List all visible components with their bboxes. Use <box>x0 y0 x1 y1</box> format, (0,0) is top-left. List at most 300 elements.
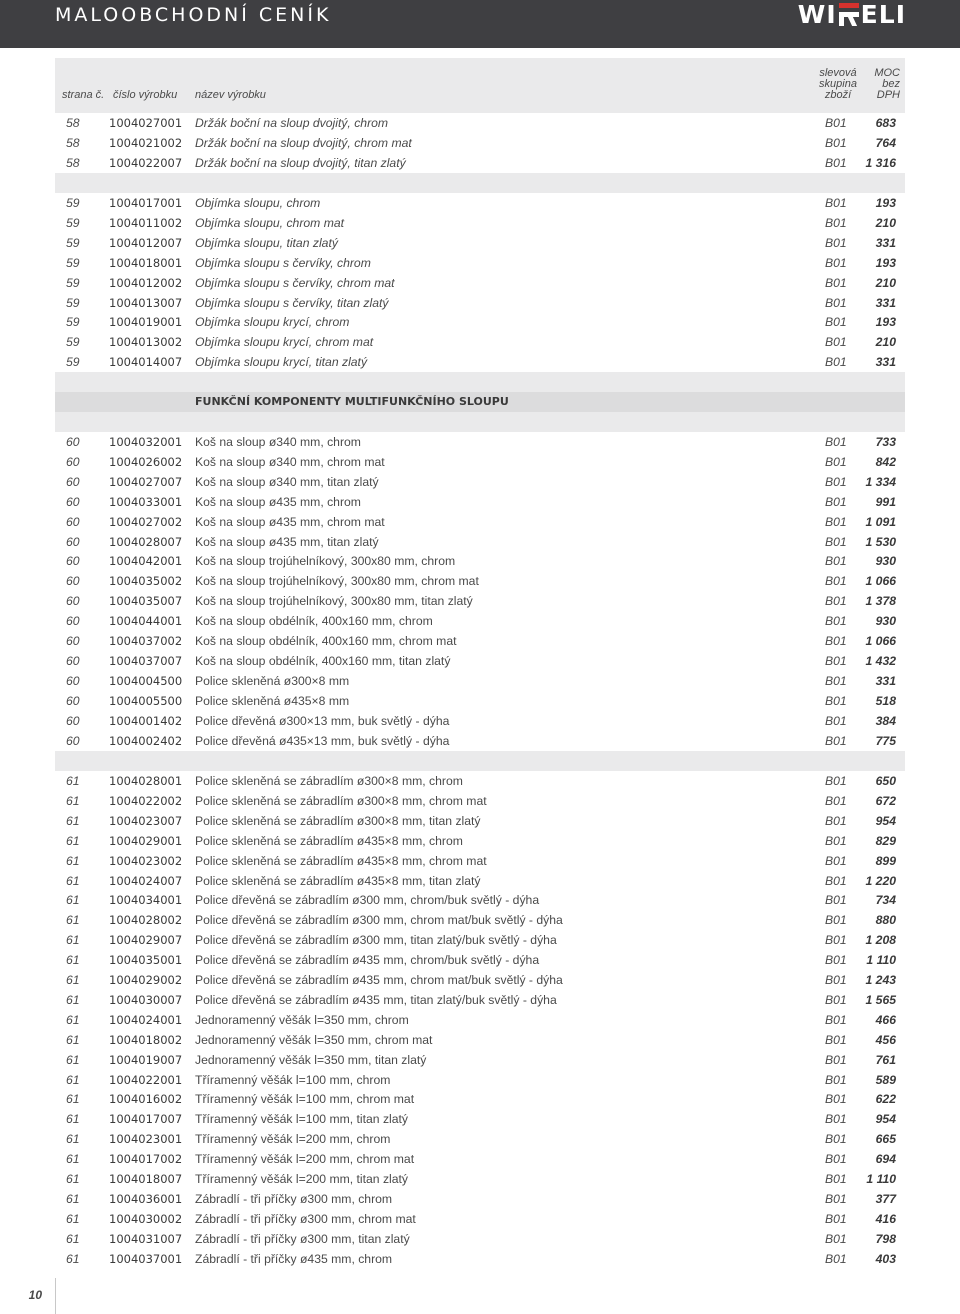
cell-price: 416 <box>875 1211 896 1226</box>
cell-product-name: Police dřevěná se zábradlím ø300 mm, titan zlatý/buk světlý - dýha <box>195 933 557 948</box>
cell-product-code: 1004028002 <box>109 913 183 928</box>
cell-product-code: 1004005500 <box>109 693 183 708</box>
table-row <box>55 133 905 153</box>
column-header-group: slevová skupina zboží <box>819 67 857 101</box>
cell-product-code: 1004037002 <box>109 634 183 648</box>
cell-discount-group: B01 <box>825 953 847 968</box>
cell-discount-group: B01 <box>825 853 847 868</box>
cell-price: 518 <box>875 693 896 708</box>
cell-discount-group: B01 <box>825 454 847 469</box>
cell-product-name: Police skleněná se zábradlím ø300×8 mm, chrom <box>195 774 463 788</box>
table-row <box>55 631 905 651</box>
cell-page: 60 <box>66 554 80 569</box>
table-row <box>55 253 905 273</box>
cell-product-name: Jednoramenný věšák l=350 mm, chrom mat <box>195 1032 433 1047</box>
cell-price: 331 <box>875 355 896 370</box>
table-row <box>55 1030 905 1050</box>
cell-product-code: 1004017007 <box>109 1112 183 1127</box>
cell-page: 61 <box>66 1092 80 1107</box>
table-row <box>55 1149 905 1169</box>
cell-product-name: Koš na sloup ø340 mm, chrom <box>195 435 361 449</box>
cell-product-name: Držák boční na sloup dvojitý, chrom mat <box>195 135 412 150</box>
cell-page: 61 <box>66 1112 80 1127</box>
cell-discount-group: B01 <box>825 474 847 489</box>
cell-discount-group: B01 <box>825 355 847 370</box>
table-row <box>55 312 905 332</box>
cell-page: 59 <box>66 215 80 230</box>
cell-page: 60 <box>66 614 80 629</box>
cell-price: 761 <box>875 1052 896 1067</box>
cell-price: 798 <box>875 1231 896 1246</box>
cell-page: 61 <box>66 1052 80 1067</box>
cell-product-name: Police skleněná se zábradlím ø435×8 mm, chrom <box>195 833 463 848</box>
table-row <box>55 831 905 851</box>
cell-discount-group: B01 <box>825 933 847 948</box>
cell-product-name: Objímka sloupu, titan zlatý <box>195 235 338 250</box>
cell-page: 58 <box>66 116 80 130</box>
cell-price: 193 <box>875 315 896 330</box>
page-title: MALOOBCHODNÍ CENÍK <box>55 4 332 26</box>
cell-page: 60 <box>66 574 80 589</box>
cell-page: 61 <box>66 1172 80 1186</box>
cell-discount-group: B01 <box>825 275 847 290</box>
cell-product-name: Tříramenný věšák l=200 mm, chrom <box>195 1132 391 1147</box>
cell-product-code: 1004027007 <box>109 474 183 489</box>
table-row <box>55 1129 905 1149</box>
table-row <box>55 711 905 731</box>
cell-product-code: 1004035002 <box>109 574 183 589</box>
cell-discount-group: B01 <box>825 196 847 210</box>
table-row <box>55 990 905 1010</box>
table-row <box>55 1109 905 1129</box>
cell-discount-group: B01 <box>825 833 847 848</box>
cell-product-name: Police dřevěná se zábradlím ø435 mm, chrom/buk světlý - dýha <box>195 953 540 968</box>
cell-price: 764 <box>875 135 896 150</box>
cell-product-code: 1004014007 <box>109 355 183 370</box>
cell-price: 665 <box>875 1132 896 1147</box>
cell-page: 60 <box>66 594 80 609</box>
cell-price: 331 <box>875 673 896 688</box>
cell-product-code: 1004017001 <box>109 196 183 210</box>
top-bar <box>0 0 960 48</box>
cell-product-code: 1004028001 <box>109 774 183 788</box>
table-row <box>55 193 905 213</box>
cell-product-name: Tříramenný věšák l=200 mm, titan zlatý <box>195 1172 409 1186</box>
table-row <box>55 532 905 552</box>
cell-page: 61 <box>66 1032 80 1047</box>
cell-product-code: 1004012007 <box>109 235 183 250</box>
table-row <box>55 452 905 472</box>
cell-price: 880 <box>875 913 896 928</box>
cell-product-code: 1004004500 <box>109 673 183 688</box>
cell-product-code: 1004022001 <box>109 1072 183 1087</box>
cell-discount-group: B01 <box>825 713 847 728</box>
table-row <box>55 1189 905 1209</box>
cell-page: 60 <box>66 733 80 748</box>
cell-discount-group: B01 <box>825 235 847 250</box>
cell-product-name: Objímka sloupu krycí, chrom mat <box>195 335 374 350</box>
cell-product-code: 1004023007 <box>109 813 183 828</box>
cell-product-code: 1004028007 <box>109 534 183 549</box>
cell-page: 61 <box>66 833 80 848</box>
cell-product-code: 1004022007 <box>109 155 183 170</box>
table-row <box>55 472 905 492</box>
cell-page: 61 <box>66 992 80 1007</box>
table-row <box>55 671 905 691</box>
cell-discount-group: B01 <box>825 1132 847 1147</box>
cell-price: 930 <box>875 614 896 629</box>
cell-product-code: 1004032001 <box>109 435 183 449</box>
cell-page: 60 <box>66 534 80 549</box>
cell-page: 59 <box>66 235 80 250</box>
cell-discount-group: B01 <box>825 135 847 150</box>
cell-discount-group: B01 <box>825 255 847 270</box>
table-row <box>55 890 905 910</box>
cell-discount-group: B01 <box>825 514 847 529</box>
table-row <box>55 811 905 831</box>
cell-price: 954 <box>875 813 896 828</box>
cell-product-code: 1004023002 <box>109 853 183 868</box>
cell-price: 1 066 <box>865 634 896 648</box>
cell-discount-group: B01 <box>825 574 847 589</box>
cell-product-name: Koš na sloup ø340 mm, chrom mat <box>195 454 385 469</box>
cell-discount-group: B01 <box>825 1152 847 1167</box>
cell-discount-group: B01 <box>825 1052 847 1067</box>
table-row <box>55 233 905 253</box>
table-row <box>55 551 905 571</box>
cell-price: 672 <box>875 793 896 808</box>
cell-product-code: 1004001402 <box>109 713 183 728</box>
cell-product-code: 1004034001 <box>109 893 183 908</box>
cell-page: 60 <box>66 693 80 708</box>
cell-product-code: 1004027001 <box>109 116 183 130</box>
table-row <box>55 213 905 233</box>
cell-discount-group: B01 <box>825 813 847 828</box>
cell-product-name: Zábradlí - tři příčky ø435 mm, chrom <box>195 1251 393 1266</box>
cell-page: 60 <box>66 673 80 688</box>
cell-product-name: Police dřevěná se zábradlím ø300 mm, chrom mat/buk světlý - dýha <box>195 913 563 928</box>
cell-product-name: Držák boční na sloup dvojitý, titan zlatý <box>195 155 406 170</box>
cell-discount-group: B01 <box>825 1072 847 1087</box>
cell-product-name: Objímka sloupu krycí, titan zlatý <box>195 355 368 370</box>
cell-discount-group: B01 <box>825 494 847 509</box>
cell-page: 60 <box>66 713 80 728</box>
cell-product-name: Tříramenný věšák l=100 mm, titan zlatý <box>195 1112 409 1127</box>
cell-price: 829 <box>875 833 896 848</box>
cell-product-name: Objímka sloupu krycí, chrom <box>195 315 350 330</box>
cell-product-name: Police dřevěná ø300×13 mm, buk světlý - dýha <box>195 713 450 728</box>
cell-price: 331 <box>875 295 896 310</box>
cell-price: 694 <box>875 1152 896 1167</box>
cell-page: 61 <box>66 793 80 808</box>
cell-price: 589 <box>875 1072 896 1087</box>
table-row <box>55 651 905 671</box>
cell-price: 683 <box>875 116 896 130</box>
table-row <box>55 1229 905 1249</box>
cell-product-code: 1004036001 <box>109 1191 183 1206</box>
cell-price: 210 <box>875 335 896 350</box>
cell-page: 59 <box>66 196 80 210</box>
table-row <box>55 153 905 173</box>
cell-discount-group: B01 <box>825 793 847 808</box>
cell-page: 61 <box>66 953 80 968</box>
cell-product-name: Police skleněná ø435×8 mm <box>195 693 350 708</box>
table-row <box>55 910 905 930</box>
cell-price: 1 066 <box>865 574 896 589</box>
table-row <box>55 1209 905 1229</box>
cell-product-name: Držák boční na sloup dvojitý, chrom <box>195 116 389 130</box>
cell-product-code: 1004030002 <box>109 1211 183 1226</box>
cell-page: 61 <box>66 1231 80 1246</box>
page-number: 10 <box>28 1288 42 1302</box>
table-row <box>55 1010 905 1030</box>
cell-price: 1 378 <box>865 594 896 609</box>
cell-product-name: Police skleněná se zábradlím ø300×8 mm, chrom mat <box>195 793 487 808</box>
cell-product-code: 1004037007 <box>109 653 183 668</box>
cell-product-code: 1004024001 <box>109 1012 183 1027</box>
table-row <box>55 591 905 611</box>
column-header-code: číslo výrobku <box>113 89 178 101</box>
cell-product-code: 1004024007 <box>109 873 183 888</box>
table-row <box>55 731 905 751</box>
page-number-divider <box>55 1278 56 1314</box>
cell-page: 60 <box>66 653 80 668</box>
brand-logo: W I E L I <box>797 0 906 29</box>
table-row <box>55 571 905 591</box>
cell-discount-group: B01 <box>825 1112 847 1127</box>
cell-price: 1 316 <box>865 155 896 170</box>
cell-page: 60 <box>66 454 80 469</box>
cell-product-code: 1004018001 <box>109 255 183 270</box>
cell-product-name: Tříramenný věšák l=200 mm, chrom mat <box>195 1152 415 1167</box>
cell-product-code: 1004022002 <box>109 793 183 808</box>
table-row <box>55 871 905 891</box>
cell-product-code: 1004013002 <box>109 335 183 350</box>
cell-discount-group: B01 <box>825 973 847 987</box>
cell-page: 59 <box>66 315 80 330</box>
cell-page: 60 <box>66 494 80 509</box>
column-header-name: název výrobku <box>195 89 266 101</box>
cell-product-name: Koš na sloup obdélník, 400x160 mm, chrom mat <box>195 634 457 648</box>
cell-price: 1 110 <box>866 953 896 968</box>
cell-discount-group: B01 <box>825 893 847 908</box>
table-row <box>55 771 905 791</box>
cell-page: 61 <box>66 893 80 908</box>
cell-product-code: 1004011002 <box>109 215 183 230</box>
cell-price: 1 208 <box>865 933 896 948</box>
cell-page: 58 <box>66 135 80 150</box>
cell-product-code: 1004035007 <box>109 594 183 609</box>
cell-page: 60 <box>66 474 80 489</box>
table-row <box>55 611 905 631</box>
cell-page: 59 <box>66 355 80 370</box>
cell-price: 733 <box>875 435 896 449</box>
cell-product-code: 1004029001 <box>109 833 183 848</box>
cell-product-name: Objímka sloupu, chrom mat <box>195 215 345 230</box>
cell-product-name: Objímka sloupu s červíky, chrom <box>195 255 371 270</box>
cell-page: 61 <box>66 1132 80 1147</box>
cell-price: 210 <box>875 215 896 230</box>
cell-price: 193 <box>875 255 896 270</box>
cell-product-name: Objímka sloupu s červíky, chrom mat <box>195 275 395 290</box>
cell-product-code: 1004033001 <box>109 494 183 509</box>
cell-product-name: Koš na sloup obdélník, 400x160 mm, chrom <box>195 614 433 629</box>
table-row <box>55 113 905 133</box>
cell-price: 210 <box>875 275 896 290</box>
cell-price: 842 <box>875 454 896 469</box>
cell-price: 954 <box>875 1112 896 1127</box>
cell-discount-group: B01 <box>825 774 847 788</box>
cell-price: 466 <box>875 1012 896 1027</box>
cell-price: 991 <box>875 494 896 509</box>
cell-price: 1 243 <box>865 973 896 987</box>
cell-product-code: 1004016002 <box>109 1092 183 1107</box>
cell-page: 61 <box>66 973 80 987</box>
cell-product-name: Jednoramenný věšák l=350 mm, titan zlatý <box>195 1052 427 1067</box>
table-row <box>55 432 905 452</box>
cell-price: 1 432 <box>865 653 896 668</box>
cell-discount-group: B01 <box>825 913 847 928</box>
cell-product-name: Koš na sloup trojúhelníkový, 300x80 mm, chrom <box>195 554 456 569</box>
cell-product-name: Koš na sloup trojúhelníkový, 300x80 mm, chrom mat <box>195 574 479 589</box>
cell-page: 61 <box>66 1012 80 1027</box>
cell-price: 622 <box>875 1092 896 1107</box>
cell-discount-group: B01 <box>825 733 847 748</box>
cell-discount-group: B01 <box>825 215 847 230</box>
table-row <box>55 851 905 871</box>
cell-price: 193 <box>875 196 896 210</box>
table-row <box>55 332 905 352</box>
cell-product-code: 1004023001 <box>109 1132 183 1147</box>
cell-discount-group: B01 <box>825 1172 847 1186</box>
cell-discount-group: B01 <box>825 554 847 569</box>
table-row <box>55 492 905 512</box>
cell-product-name: Koš na sloup trojúhelníkový, 300x80 mm, titan zlatý <box>195 594 473 609</box>
cell-product-code: 1004030007 <box>109 992 183 1007</box>
cell-price: 1 334 <box>865 474 896 489</box>
cell-page: 60 <box>66 514 80 529</box>
cell-product-name: Police dřevěná se zábradlím ø435 mm, chrom mat/buk světlý - dýha <box>195 973 563 987</box>
cell-product-name: Koš na sloup ø435 mm, titan zlatý <box>195 534 379 549</box>
cell-discount-group: B01 <box>825 1231 847 1246</box>
cell-price: 1 565 <box>865 992 896 1007</box>
cell-price: 403 <box>875 1251 896 1266</box>
column-header-page: strana č. <box>62 89 105 101</box>
cell-discount-group: B01 <box>825 335 847 350</box>
cell-product-name: Koš na sloup ø435 mm, chrom mat <box>195 514 385 529</box>
cell-discount-group: B01 <box>825 1251 847 1266</box>
cell-price: 331 <box>875 235 896 250</box>
cell-product-code: 1004035001 <box>109 953 183 968</box>
cell-product-name: Tříramenný věšák l=100 mm, chrom mat <box>195 1092 415 1107</box>
cell-page: 59 <box>66 275 80 290</box>
cell-product-name: Tříramenný věšák l=100 mm, chrom <box>195 1072 391 1087</box>
cell-price: 456 <box>875 1032 896 1047</box>
cell-product-name: Police skleněná se zábradlím ø435×8 mm, titan zlatý <box>195 873 481 888</box>
cell-discount-group: B01 <box>825 435 847 449</box>
cell-page: 58 <box>66 155 80 170</box>
cell-product-code: 1004044001 <box>109 614 183 629</box>
table-row <box>55 512 905 532</box>
cell-price: 734 <box>875 893 896 908</box>
table-row <box>55 273 905 293</box>
cell-page: 59 <box>66 295 80 310</box>
logo-r-mark <box>838 2 860 26</box>
cell-product-code: 1004031007 <box>109 1231 183 1246</box>
cell-discount-group: B01 <box>825 1211 847 1226</box>
cell-product-name: Zábradlí - tři příčky ø300 mm, titan zlatý <box>195 1231 410 1246</box>
cell-discount-group: B01 <box>825 1012 847 1027</box>
table-row <box>55 950 905 970</box>
cell-page: 61 <box>66 1152 80 1167</box>
cell-product-name: Koš na sloup ø340 mm, titan zlatý <box>195 474 379 489</box>
cell-price: 1 530 <box>865 534 896 549</box>
cell-discount-group: B01 <box>825 295 847 310</box>
section-heading: FUNKČNÍ KOMPONENTY MULTIFUNKČNÍHO SLOUPU <box>55 392 905 412</box>
cell-price: 1 110 <box>866 1172 896 1186</box>
cell-product-name: Police dřevěná se zábradlím ø300 mm, chrom/buk světlý - dýha <box>195 893 540 908</box>
cell-product-code: 1004018002 <box>109 1032 183 1047</box>
cell-product-name: Police dřevěná ø435×13 mm, buk světlý - dýha <box>195 733 450 748</box>
cell-discount-group: B01 <box>825 1032 847 1047</box>
table-row <box>55 293 905 313</box>
cell-page: 60 <box>66 634 80 648</box>
table-row <box>55 1070 905 1090</box>
cell-page: 61 <box>66 853 80 868</box>
cell-price: 1 220 <box>865 873 896 888</box>
cell-discount-group: B01 <box>825 315 847 330</box>
cell-page: 61 <box>66 774 80 788</box>
cell-product-code: 1004019001 <box>109 315 183 330</box>
cell-page: 59 <box>66 255 80 270</box>
cell-page: 61 <box>66 1191 80 1206</box>
cell-product-name: Police skleněná ø300×8 mm <box>195 673 350 688</box>
cell-product-name: Jednoramenný věšák l=350 mm, chrom <box>195 1012 409 1027</box>
cell-page: 61 <box>66 913 80 928</box>
cell-page: 59 <box>66 335 80 350</box>
cell-discount-group: B01 <box>825 1092 847 1107</box>
cell-price: 377 <box>875 1191 896 1206</box>
cell-price: 775 <box>875 733 896 748</box>
cell-product-code: 1004019007 <box>109 1052 183 1067</box>
table-header <box>55 58 905 106</box>
cell-product-name: Police dřevěná se zábradlím ø435 mm, titan zlatý/buk světlý - dýha <box>195 992 557 1007</box>
cell-discount-group: B01 <box>825 873 847 888</box>
cell-price: 384 <box>875 713 896 728</box>
table-row <box>55 1089 905 1109</box>
cell-discount-group: B01 <box>825 1191 847 1206</box>
cell-product-name: Koš na sloup ø435 mm, chrom <box>195 494 361 509</box>
table-row <box>55 1169 905 1189</box>
table-row <box>55 1249 905 1269</box>
cell-product-code: 1004012002 <box>109 275 183 290</box>
cell-product-name: Zábradlí - tři příčky ø300 mm, chrom mat <box>195 1211 416 1226</box>
cell-product-code: 1004026002 <box>109 454 183 469</box>
cell-discount-group: B01 <box>825 534 847 549</box>
cell-product-name: Police skleněná se zábradlím ø435×8 mm, chrom mat <box>195 853 487 868</box>
cell-price: 930 <box>875 554 896 569</box>
cell-price: 650 <box>875 774 896 788</box>
cell-discount-group: B01 <box>825 634 847 648</box>
cell-product-code: 1004037001 <box>109 1251 183 1266</box>
cell-product-code: 1004017002 <box>109 1152 183 1167</box>
cell-product-code: 1004018007 <box>109 1172 183 1186</box>
cell-page: 61 <box>66 813 80 828</box>
table-row <box>55 930 905 950</box>
cell-product-name: Koš na sloup obdélník, 400x160 mm, titan zlatý <box>195 653 451 668</box>
cell-page: 61 <box>66 1251 80 1266</box>
cell-discount-group: B01 <box>825 614 847 629</box>
